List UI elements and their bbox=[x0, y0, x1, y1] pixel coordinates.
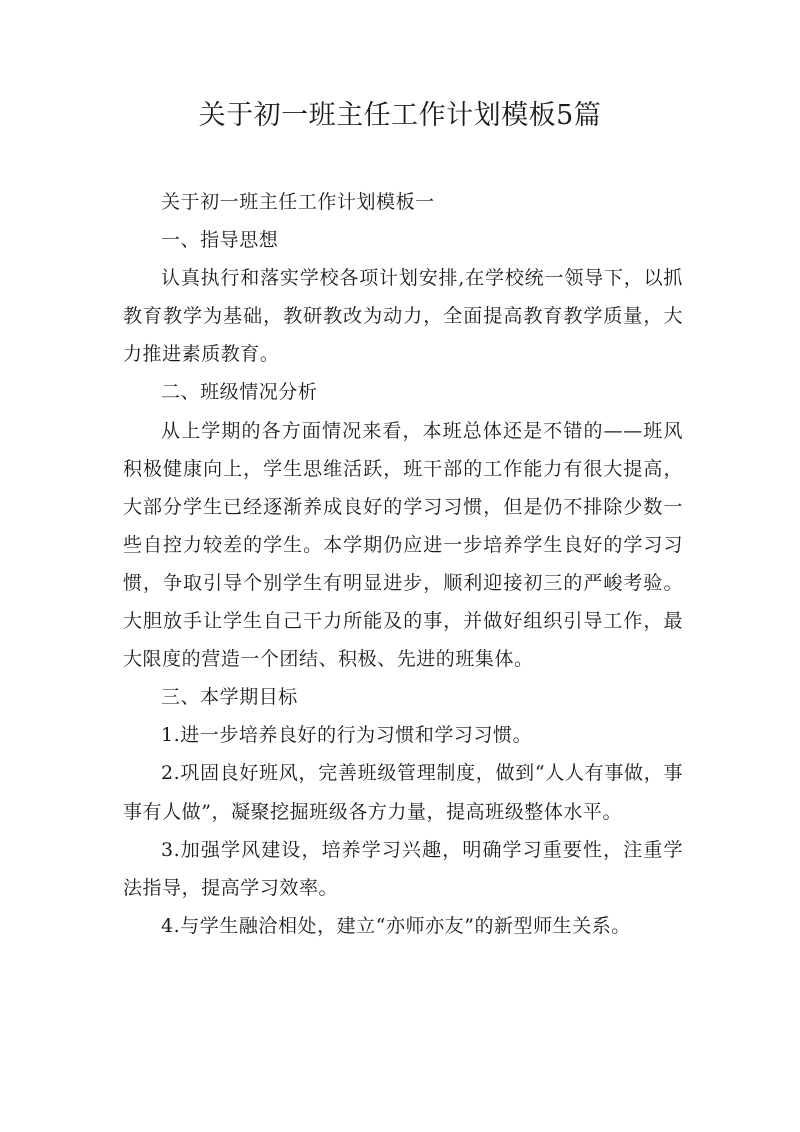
goal-item-3: 3.加强学风建设，培养学习兴趣，明确学习重要性，注重学法指导，提高学习效率。 bbox=[123, 838, 683, 899]
goal-item-4: 4.与学生融洽相处，建立“亦师亦友”的新型师生关系。 bbox=[161, 914, 631, 937]
goal-item-2: 2.巩固良好班风，完善班级管理制度，做到“人人有事做，事事有人做”，凝聚挖掘班级各方力量，提高班级整体水平。 bbox=[123, 762, 683, 823]
goal-item-1: 1.进一步培养良好的行为习惯和学习习惯。 bbox=[161, 724, 533, 747]
document-title: 关于初一班主任工作计划模板5篇 bbox=[198, 100, 602, 131]
paragraph-class-analysis: 从上学期的各方面情况来看，本班总体还是不错的——班风积极健康向上，学生思维活跃，班干部的工作能力有很大提高，大部分学生已经逐渐养成良好的学习习惯，但是仍不排除少数一些自控力较差的学生。本学期仍应进一步培养学生良好的学习习惯，争取引导个别学生有明显进步，顺利迎接初三的严峻考验。大胆放手让学生自己干力所能及的事，并做好组织引导工作，最大限度的营造一个团结、积极、先进的班集体。 bbox=[123, 419, 683, 671]
section-subtitle: 关于初一班主任工作计划模板一 bbox=[161, 191, 435, 213]
document-body bbox=[123, 183, 683, 945]
heading-class-analysis: 二、班级情况分析 bbox=[161, 381, 318, 404]
heading-guiding-thought: 一、指导思想 bbox=[161, 229, 279, 252]
heading-semester-goals: 三、本学期目标 bbox=[161, 686, 298, 709]
paragraph-guiding-thought: 认真执行和落实学校各项计划安排,在学校统一领导下，以抓教育教学为基础，教研教改为动力，全面提高教育教学质量，大力推进素质教育。 bbox=[123, 267, 683, 366]
